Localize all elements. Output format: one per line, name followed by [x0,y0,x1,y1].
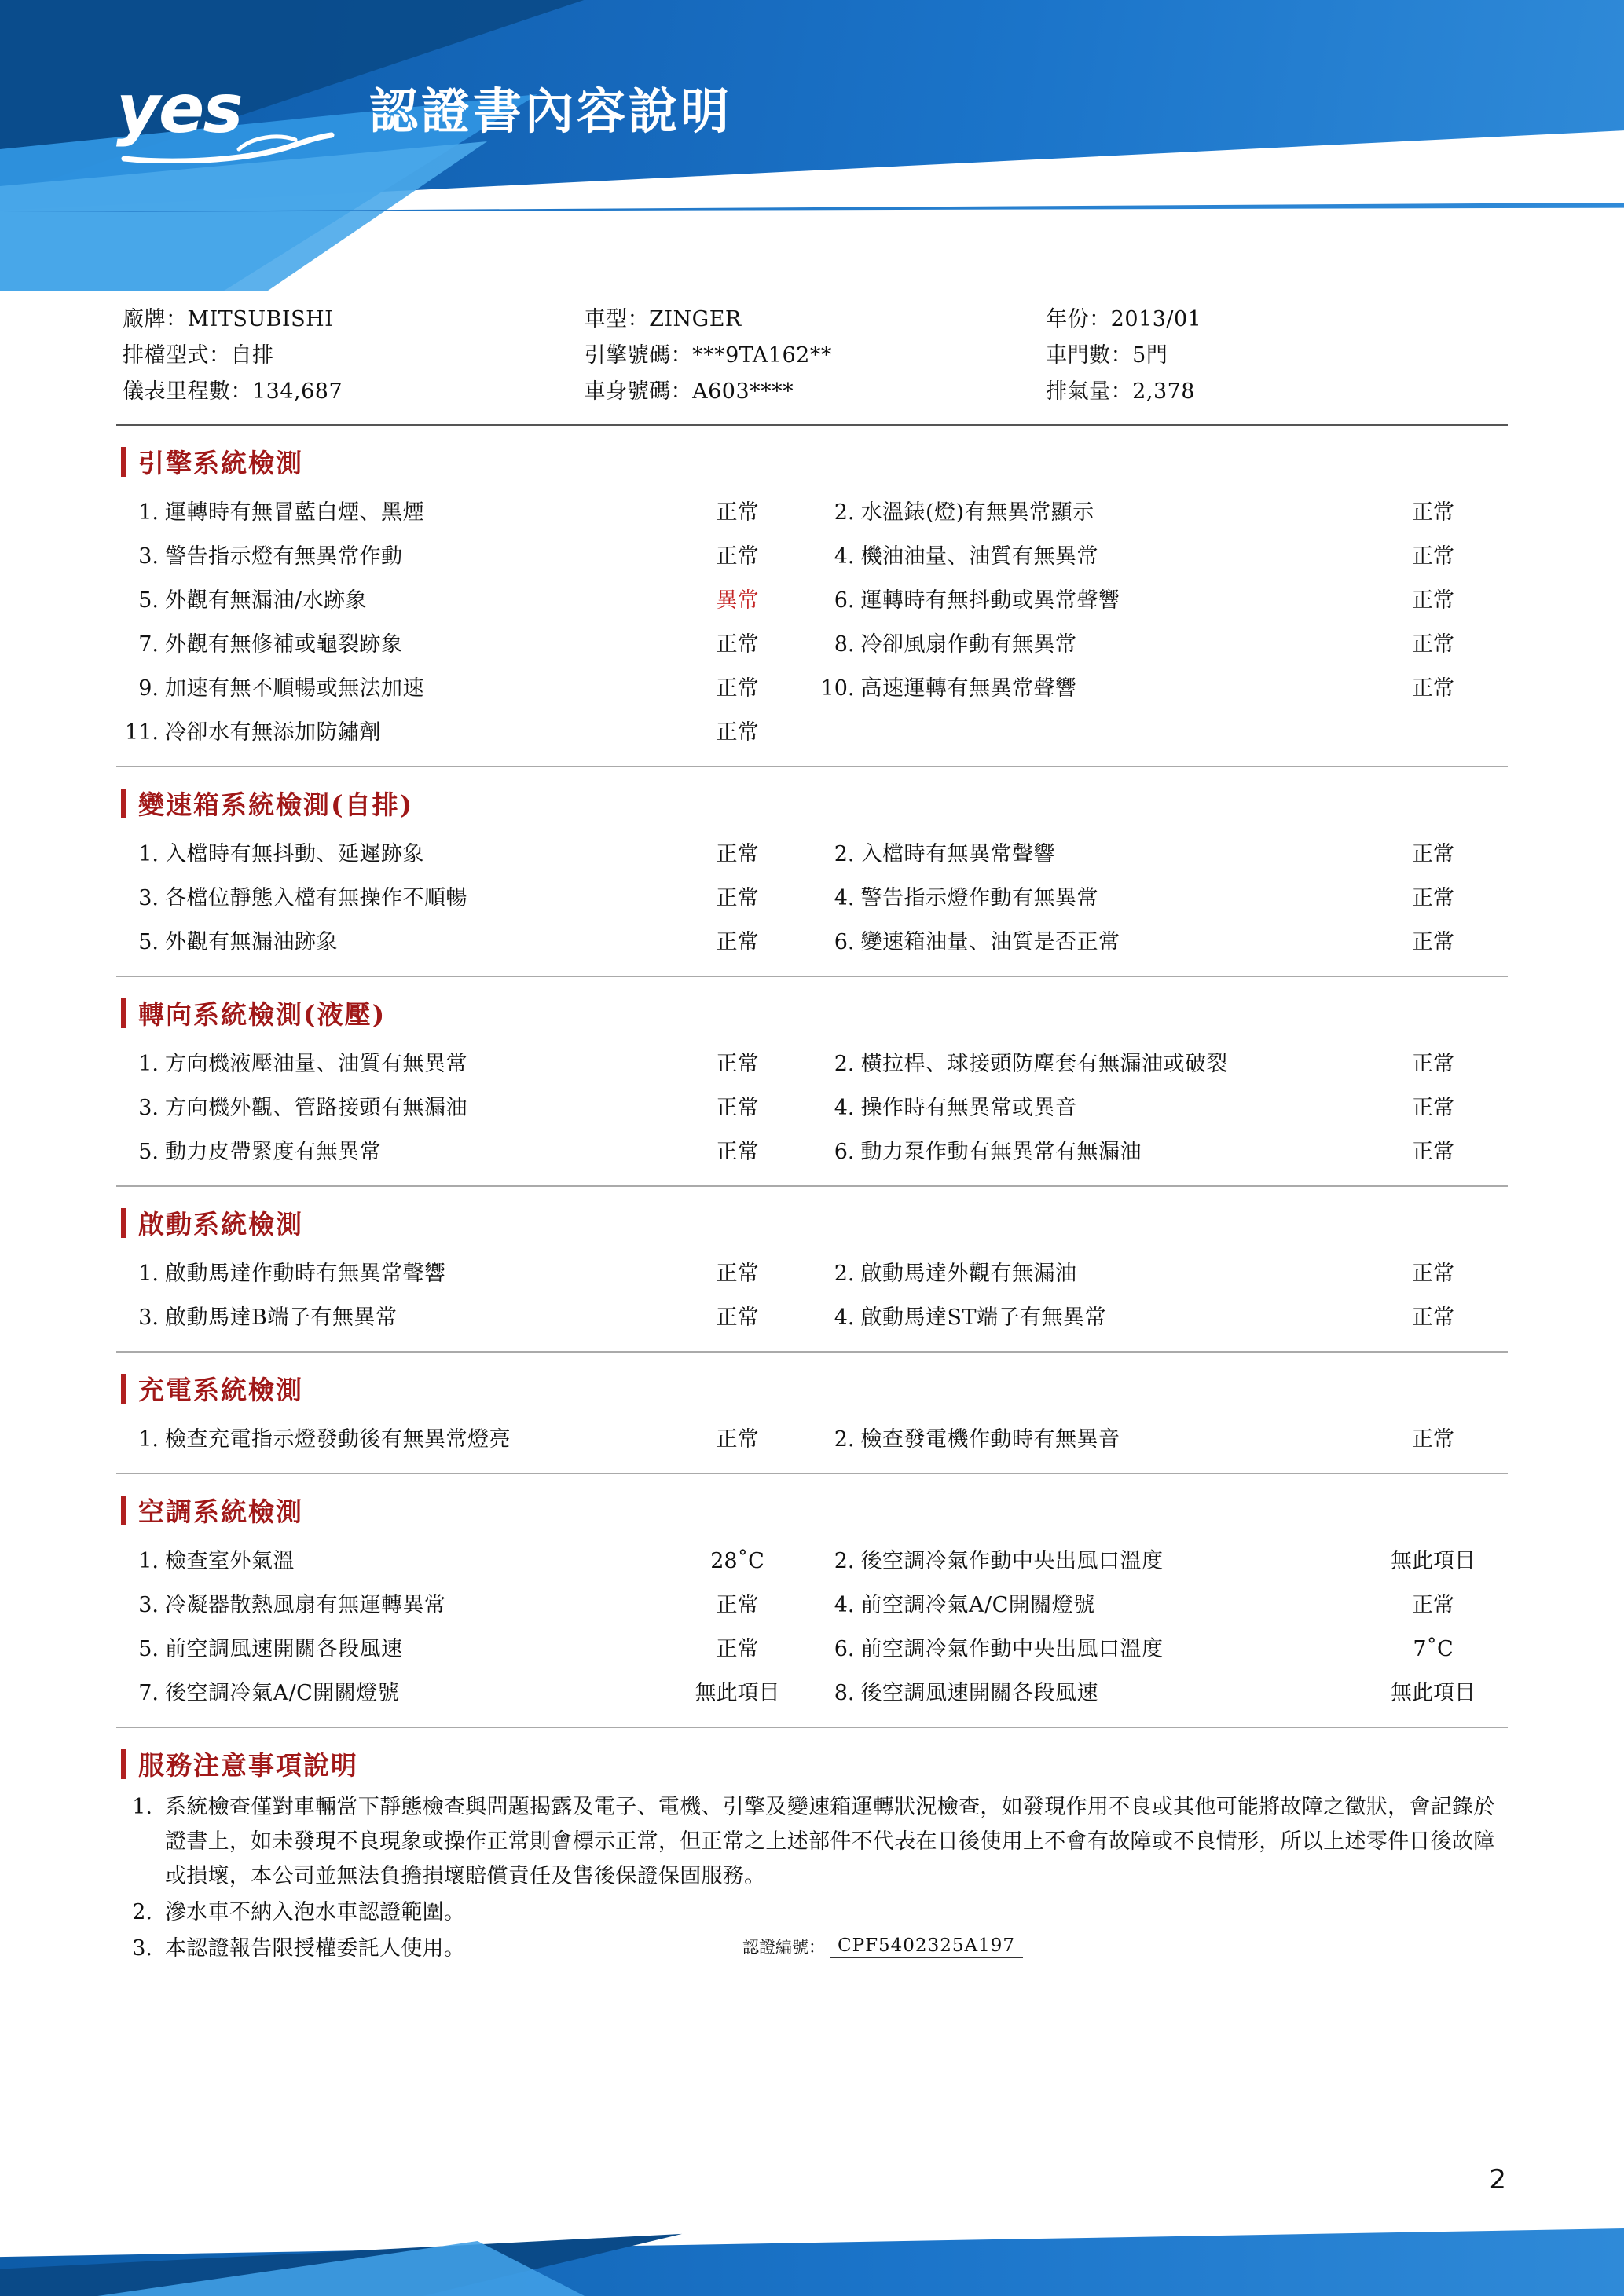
item-number: 3. [138,544,159,569]
item-number: 2. [834,1262,855,1286]
item-number: 4. [834,1305,855,1330]
item-label: 啟動馬達外觀有無漏油 [860,1262,1077,1286]
notes-heading [121,1745,1508,1782]
inspection-item [812,1296,1509,1340]
item-result: 28˚C [710,1549,764,1573]
item-result: 正常 [716,676,759,701]
item-number: 11. [125,720,159,745]
note-item [116,1895,1508,1930]
item-result: 異常 [716,588,759,613]
item-label: 冷卻水有無添加防鏽劑 [165,720,381,745]
inspection-row [116,1042,1508,1086]
inspection-row [116,667,1508,711]
item-result: 正常 [716,1052,759,1076]
item-result: 正常 [716,1593,759,1617]
section-heading [121,443,1508,480]
inspection-row [116,921,1508,965]
item-result: 正常 [716,500,759,525]
item-number: 6. [834,930,855,954]
inspection-item [116,667,812,711]
item-number: 8. [834,632,855,657]
section-heading [121,1492,1508,1529]
brand-logo [116,70,352,162]
item-label: 動力泵作動有無異常有無漏油 [860,1140,1142,1164]
inspection-item [116,1418,812,1462]
inspection-item [116,877,812,921]
item-number: 8. [834,1681,855,1705]
inspection-row [116,623,1508,667]
item-label: 檢查發電機作動時有無異音 [860,1427,1120,1452]
section-items [116,1244,1508,1353]
inspection-row [116,877,1508,921]
item-label: 檢查充電指示燈發動後有無異常燈亮 [165,1427,511,1452]
item-label: 後空調冷氣A/C開關燈號 [165,1681,400,1705]
note-text: 本認證報告限授權委託人使用。 [165,1936,466,1961]
vehicle-info-column [1046,302,1508,410]
section-heading [121,785,1508,822]
inspection-item [812,1130,1509,1174]
section-accent-bar [121,1749,126,1779]
inspection-item [812,921,1509,965]
inspection-item [116,1672,812,1716]
inspection-row [116,1540,1508,1584]
item-result: 正常 [716,1262,759,1286]
vehicle-info-line: 年份：2013/01 [1046,307,1202,331]
note-text: 系統檢查僅對車輛當下靜態檢查與問題揭露及電子、電機、引擎及變速箱運轉狀況檢查，如發現作用不良或其他可能將故障之徵狀，會記錄於證書上，如未發現不良現象或操作正常則會標示正常，但正常之上述部件不代表在日後使用上不會有故障或不良情形，所以上述零件日後故障或損壞，本公司並無法負擔損壞賠償責任及售後保證保固服務。 [165,1795,1495,1888]
item-label: 警告指示燈有無異常作動 [165,544,403,569]
item-label: 動力皮帶緊度有無異常 [165,1140,381,1164]
inspection-row [116,711,1508,755]
inspection-item [116,1540,812,1584]
inspection-item [812,667,1509,711]
item-label: 冷卻風扇作動有無異常 [860,632,1077,657]
item-number: 2. [834,1052,855,1076]
item-label: 方向機液壓油量、油質有無異常 [165,1052,467,1076]
item-result: 正常 [716,632,759,657]
item-number: 4. [834,886,855,910]
item-label: 前空調風速開關各段風速 [165,1637,403,1661]
notes-body [116,1785,1508,1961]
item-label: 冷凝器散熱風扇有無運轉異常 [165,1593,446,1617]
item-number: 2. [834,842,855,866]
inspection-item [116,623,812,667]
item-label: 各檔位靜態入檔有無操作不順暢 [165,886,467,910]
inspection-item [116,1252,812,1296]
inspection-item [116,579,812,623]
item-number: 3. [138,1096,159,1120]
item-number: 5. [138,930,159,954]
item-result: 無此項目 [695,1681,780,1705]
vehicle-info-line: 儀表里程數：134,687 [123,379,343,404]
item-result: 正常 [716,720,759,745]
inspection-item [812,711,1509,755]
item-number: 5. [138,588,159,613]
inspection-item [812,1042,1509,1086]
note-item [116,1790,1508,1894]
item-label: 檢查室外氣溫 [165,1549,295,1573]
item-number: 4. [834,1593,855,1617]
section-title: 變速箱系統檢測(自排) [138,789,414,820]
section-heading [121,1204,1508,1241]
item-result: 7˚C [1413,1637,1454,1661]
item-number: 9. [138,676,159,701]
item-label: 警告指示燈作動有無異常 [860,886,1098,910]
note-text: 滲水車不納入泡水車認證範圍。 [165,1900,466,1924]
section-items [116,1410,1508,1474]
item-label: 運轉時有無抖動或異常聲響 [860,588,1120,613]
inspection-sections [116,443,1508,1728]
item-result: 正常 [716,1140,759,1164]
item-number: 1. [138,1262,159,1286]
item-result: 正常 [1412,1305,1454,1330]
item-number: 3. [138,1593,159,1617]
certificate-number-label: 認證編號： [742,1938,825,1957]
inspection-item [812,623,1509,667]
item-number: 10. [820,676,855,701]
note-number: 3. [132,1936,152,1961]
section-accent-bar [121,1496,126,1525]
item-label: 變速箱油量、油質是否正常 [860,930,1120,954]
inspection-item [116,921,812,965]
item-label: 橫拉桿、球接頭防塵套有無漏油或破裂 [860,1052,1228,1076]
item-result: 正常 [1412,500,1454,525]
vehicle-info-line: 廠牌：MITSUBISHI [123,307,334,331]
page-number: 2 [1489,2164,1506,2195]
item-number: 2. [834,1427,855,1452]
vehicle-info-column [123,302,585,410]
inspection-item [812,491,1509,535]
item-result: 正常 [716,930,759,954]
vehicle-info-line: 車型：ZINGER [584,307,742,331]
item-label: 啟動馬達B端子有無異常 [165,1305,398,1330]
document-body [0,291,1624,1961]
vehicle-info-line: 車門數：5門 [1046,343,1168,368]
section-accent-bar [121,1208,126,1238]
item-number: 4. [834,544,855,569]
item-label: 外觀有無漏油跡象 [165,930,338,954]
item-label: 啟動馬達作動時有無異常聲響 [165,1262,446,1286]
item-label: 水溫錶(燈)有無異常顯示 [860,500,1094,525]
vehicle-info-column [585,302,1047,410]
item-label: 加速有無不順暢或無法加速 [165,676,424,701]
inspection-item [812,535,1509,579]
certificate-number-value: CPF5402325A197 [830,1935,1023,1958]
item-label: 入檔時有無異常聲響 [860,842,1055,866]
item-result: 正常 [716,544,759,569]
item-number: 2. [834,1549,855,1573]
section-title: 空調系統檢測 [138,1496,303,1527]
item-number: 4. [834,1096,855,1120]
item-number: 7. [138,632,159,657]
inspection-row [116,1296,1508,1340]
section-items [116,825,1508,977]
section-accent-bar [121,1374,126,1404]
section-title: 轉向系統檢測(液壓) [138,999,387,1030]
inspection-item [812,579,1509,623]
item-label: 前空調冷氣作動中央出風口溫度 [860,1637,1164,1661]
inspection-row [116,491,1508,535]
item-result: 正常 [716,1637,759,1661]
item-label: 前空調冷氣A/C開關燈號 [860,1593,1095,1617]
item-result: 無此項目 [1391,1549,1476,1573]
item-result: 正常 [716,1427,759,1452]
item-result: 正常 [1412,676,1454,701]
vehicle-info-line: 車身號碼：A603**** [584,379,794,404]
inspection-row [116,535,1508,579]
inspection-item [812,833,1509,877]
item-result: 正常 [1412,632,1454,657]
inspection-item [812,877,1509,921]
inspection-item [116,491,812,535]
item-number: 3. [138,1305,159,1330]
item-label: 方向機外觀、管路接頭有無漏油 [165,1096,467,1120]
item-label: 入檔時有無抖動、延遲跡象 [165,842,424,866]
inspection-item [116,833,812,877]
inspection-row [116,579,1508,623]
item-number: 1. [138,500,159,525]
item-result: 正常 [1412,1427,1454,1452]
item-result: 正常 [1412,1593,1454,1617]
item-label: 外觀有無修補或龜裂跡象 [165,632,403,657]
item-label: 啟動馬達ST端子有無異常 [860,1305,1107,1330]
section-title: 充電系統檢測 [138,1375,303,1405]
vehicle-info-line: 引擎號碼：***9TA162** [584,343,832,368]
item-number: 1. [138,842,159,866]
item-number: 2. [834,500,855,525]
item-number: 1. [138,1427,159,1452]
inspection-item [812,1252,1509,1296]
note-number: 1. [132,1795,152,1819]
inspection-item [116,711,812,755]
item-result: 正常 [716,886,759,910]
inspection-item [812,1672,1509,1716]
section-accent-bar [121,789,126,818]
inspection-row [116,1252,1508,1296]
item-label: 運轉時有無冒藍白煙、黑煙 [165,500,424,525]
inspection-row [116,1628,1508,1672]
inspection-row [116,1672,1508,1716]
item-result: 無此項目 [1391,1681,1476,1705]
item-label: 操作時有無異常或異音 [860,1096,1077,1120]
item-result: 正常 [1412,842,1454,866]
inspection-row [116,1418,1508,1462]
inspection-item [812,1418,1509,1462]
inspection-item [116,1086,812,1130]
vehicle-info-line: 排檔型式：自排 [123,343,274,368]
item-result: 正常 [716,842,759,866]
page-header [0,0,1624,291]
item-result: 正常 [1412,1140,1454,1164]
inspection-item [116,1296,812,1340]
item-label: 外觀有無漏油/水跡象 [165,588,368,613]
inspection-item [116,1042,812,1086]
inspection-item [812,1628,1509,1672]
item-label: 後空調冷氣作動中央出風口溫度 [860,1549,1164,1573]
section-heading [121,1370,1508,1407]
section-items [116,1034,1508,1187]
section-accent-bar [121,998,126,1028]
item-result: 正常 [716,1305,759,1330]
inspection-item [812,1584,1509,1628]
section-heading [121,994,1508,1031]
item-result: 正常 [1412,544,1454,569]
section-title: 引擎系統檢測 [138,448,303,478]
item-result: 正常 [716,1096,759,1120]
vehicle-info-line: 排氣量：2,378 [1046,379,1195,404]
logo-text: yes [116,70,242,148]
vehicle-info-block [116,291,1508,426]
item-label: 機油油量、油質有無異常 [860,544,1098,569]
inspection-row [116,1584,1508,1628]
item-result: 正常 [1412,886,1454,910]
item-number: 3. [138,886,159,910]
item-result: 正常 [1412,1096,1454,1120]
inspection-item [116,1628,812,1672]
section-items [116,483,1508,767]
item-number: 1. [138,1549,159,1573]
section-title: 啟動系統檢測 [138,1209,303,1240]
item-result: 正常 [1412,1262,1454,1286]
item-result: 正常 [1412,930,1454,954]
item-result: 正常 [1412,1052,1454,1076]
section-items [116,1532,1508,1728]
inspection-item [116,1130,812,1174]
item-number: 6. [834,1140,855,1164]
section-accent-bar [121,447,126,477]
item-number: 5. [138,1140,159,1164]
inspection-row [116,1086,1508,1130]
item-number: 7. [138,1681,159,1705]
inspection-item [116,535,812,579]
page-footer [0,2214,1624,2296]
item-number: 5. [138,1637,159,1661]
inspection-item [116,1584,812,1628]
item-number: 6. [834,1637,855,1661]
inspection-item [812,1086,1509,1130]
inspection-item [812,1540,1509,1584]
page-title: 認證書內容說明 [369,82,733,140]
inspection-row [116,1130,1508,1174]
note-number: 2. [132,1900,152,1924]
car-swoosh-icon [121,132,349,163]
item-number: 1. [138,1052,159,1076]
item-number: 6. [834,588,855,613]
item-result: 正常 [1412,588,1454,613]
notes-title: 服務注意事項說明 [138,1750,358,1781]
item-label: 高速運轉有無異常聲響 [860,676,1077,701]
inspection-row [116,833,1508,877]
item-label: 後空調風速開關各段風速 [860,1681,1098,1705]
